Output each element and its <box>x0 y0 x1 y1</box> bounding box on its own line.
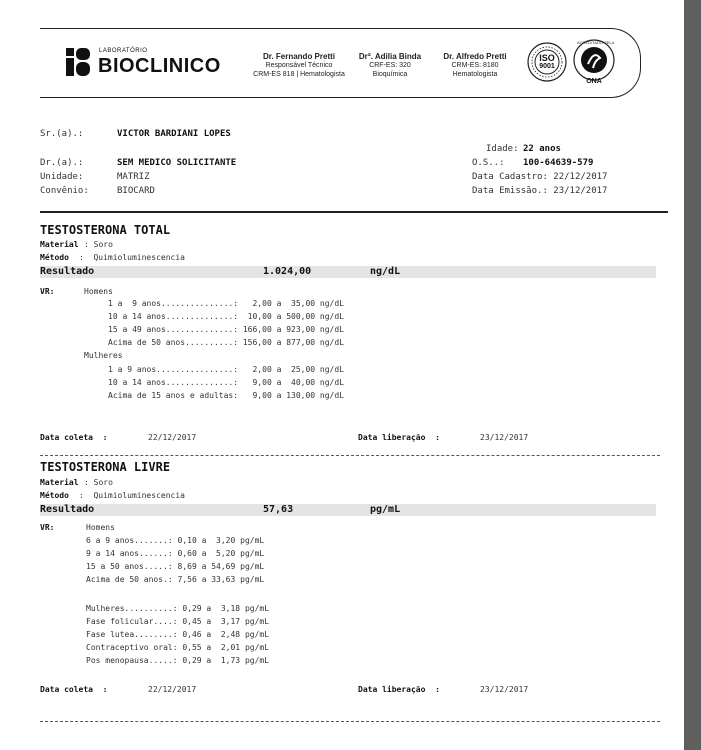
sr-label: Sr.(a).: <box>40 129 84 139</box>
exam2-mulheres-row: Mulheres..........: 0,29 a 3,18 pg/mL <box>86 604 270 613</box>
exam1-homens-row: 15 a 49 anos..............: 166,00 a 923,00 ng/dL <box>108 325 345 334</box>
exam1-liberacao-label: Data liberação : <box>358 433 440 442</box>
exam2-result-bar <box>40 504 656 516</box>
exam1-title: TESTOSTERONA TOTAL <box>40 223 171 237</box>
exam2-mulheres-row: Fase folicular....: 0,45 a 3,17 pg/mL <box>86 617 270 626</box>
exam1-resultado-label: Resultado <box>40 266 95 277</box>
doctor-1-line1: Responsável Técnico <box>265 62 333 69</box>
exam2-metodo-label: Método <box>40 491 69 500</box>
exam1-metodo-value: : Quimioluminescencia <box>79 253 185 262</box>
iso-text: ISO <box>539 53 555 63</box>
convenio-value: BIOCARD <box>117 186 155 196</box>
bioclinico-logo <box>66 46 226 82</box>
ona-text: ONA <box>586 78 602 85</box>
doctor-3-name: Dr. Alfredo Pretti <box>443 52 507 61</box>
exam1-coleta-label: Data coleta : <box>40 433 108 442</box>
idade-label: Idade: <box>486 144 519 154</box>
doctor-2-name: Drª. Adilia Binda <box>358 52 422 61</box>
ona-arc-text: ACREDITADO PELA <box>577 40 615 45</box>
doctor-1-line2: CRM-ES 818 | Hematologista <box>253 71 345 78</box>
doctor-1 <box>240 52 358 79</box>
exam2-material-label: Material <box>40 478 79 487</box>
unidade-label: Unidade: <box>40 172 84 182</box>
os-label: O.S..: <box>472 158 505 168</box>
exam2-material-value: : Soro <box>84 478 113 487</box>
exam2-homens-row: 9 a 14 anos......: 0,60 a 5,20 pg/mL <box>86 549 265 558</box>
ona-seal <box>571 38 617 88</box>
exam2-coleta-label: Data coleta : <box>40 685 108 694</box>
exam1-coleta-value: 22/12/2017 <box>148 433 197 442</box>
data-emissao: Data Emissão.: 23/12/2017 <box>472 186 608 196</box>
exam2-vr-label: VR: <box>40 523 55 532</box>
patient-name: VICTOR BARDIANI LOPES <box>117 129 231 139</box>
dr-label: Dr.(a).: <box>40 158 84 168</box>
exam1-homens-row: Acima de 50 anos..........: 156,00 a 877,00 ng/dL <box>108 338 345 347</box>
exam2-homens-label: Homens <box>86 523 115 532</box>
exam1-liberacao-value: 23/12/2017 <box>480 433 529 442</box>
scrollbar[interactable] <box>684 0 701 750</box>
exam1-vr-label: VR: <box>40 287 55 296</box>
exam1-metodo-label: Método <box>40 253 69 262</box>
exam1-mulheres-row: 10 a 14 anos..............: 9,00 a 40,00 ng/dL <box>108 378 345 387</box>
exam1-homens-row: 10 a 14 anos..............: 10,00 a 500,00 ng/dL <box>108 312 345 321</box>
lab-small-label: LABORATÓRIO <box>99 48 148 54</box>
exam1-resultado-value: 1.024,00 <box>263 266 312 277</box>
doctor-2-line1: CRF-ES: 320 <box>369 62 411 69</box>
os-value: 100-64639-579 <box>523 158 594 168</box>
exam2-liberacao-value: 23/12/2017 <box>480 685 529 694</box>
exam2-liberacao-label: Data liberação : <box>358 685 440 694</box>
exam2-title: TESTOSTERONA LIVRE <box>40 460 171 474</box>
exam1-unit: ng/dL <box>370 266 401 277</box>
exam2-resultado-value: 57,63 <box>263 504 294 515</box>
exam1-mulheres-row: Acima de 15 anos e adultas: 9,00 a 130,00 ng/dL <box>108 391 345 400</box>
exam1-mulheres-row: 1 a 9 anos................: 2,00 a 25,00 ng/dL <box>108 365 345 374</box>
dr-value: SEM MEDICO SOLICITANTE <box>117 158 237 168</box>
exam2-homens-row: 15 a 50 anos.....: 8,69 a 54,69 pg/mL <box>86 562 265 571</box>
doctor-2 <box>352 52 428 79</box>
exam1-material-value: : Soro <box>84 240 113 249</box>
doctor-3-line1: CRM-ES: 8180 <box>451 62 499 69</box>
doctor-3 <box>434 52 516 79</box>
exam2-unit: pg/mL <box>370 504 401 515</box>
exam1-result-bar <box>40 266 656 278</box>
exam1-homens-row: 1 a 9 anos...............: 2,00 a 35,00 ng/dL <box>108 299 345 308</box>
exam2-mulheres-row: Fase lutea........: 0,46 a 2,48 pg/mL <box>86 630 270 639</box>
exam2-coleta-value: 22/12/2017 <box>148 685 197 694</box>
doctor-1-name: Dr. Fernando Pretti <box>262 52 335 61</box>
doctor-3-line2: Hematologista <box>452 71 498 78</box>
patient-divider <box>40 211 668 213</box>
iso-number: 9001 <box>539 63 555 70</box>
unidade-value: MATRIZ <box>117 172 150 182</box>
convenio-label: Convênio: <box>40 186 89 196</box>
exam2-homens-row: Acima de 50 anos.: 7,56 a 33,63 pg/mL <box>86 575 265 584</box>
exam2-mulheres-row: Contraceptivo oral: 0,55 a 2,01 pg/mL <box>86 643 270 652</box>
doctor-2-line2: Bioquímica <box>372 71 408 78</box>
data-cadastro: Data Cadastro: 22/12/2017 <box>472 172 608 182</box>
exam1-divider <box>40 455 660 456</box>
exam1-material-label: Material <box>40 240 79 249</box>
exam1-mulheres-label: Mulheres <box>84 351 123 360</box>
exam2-resultado-label: Resultado <box>40 504 95 515</box>
exam2-mulheres-row: Pos menopausa.....: 0,29 a 1,73 pg/mL <box>86 656 270 665</box>
exam2-metodo-value: : Quimioluminescencia <box>79 491 185 500</box>
exam2-homens-row: 6 a 9 anos.......: 0,10 a 3,20 pg/mL <box>86 536 265 545</box>
iso-seal <box>527 42 567 82</box>
lab-name: BIOCLINICO <box>98 55 221 77</box>
exam2-divider <box>40 721 660 722</box>
idade-value: 22 anos <box>523 144 561 154</box>
logo-mark-icon <box>66 48 92 76</box>
exam1-homens-label: Homens <box>84 287 113 296</box>
